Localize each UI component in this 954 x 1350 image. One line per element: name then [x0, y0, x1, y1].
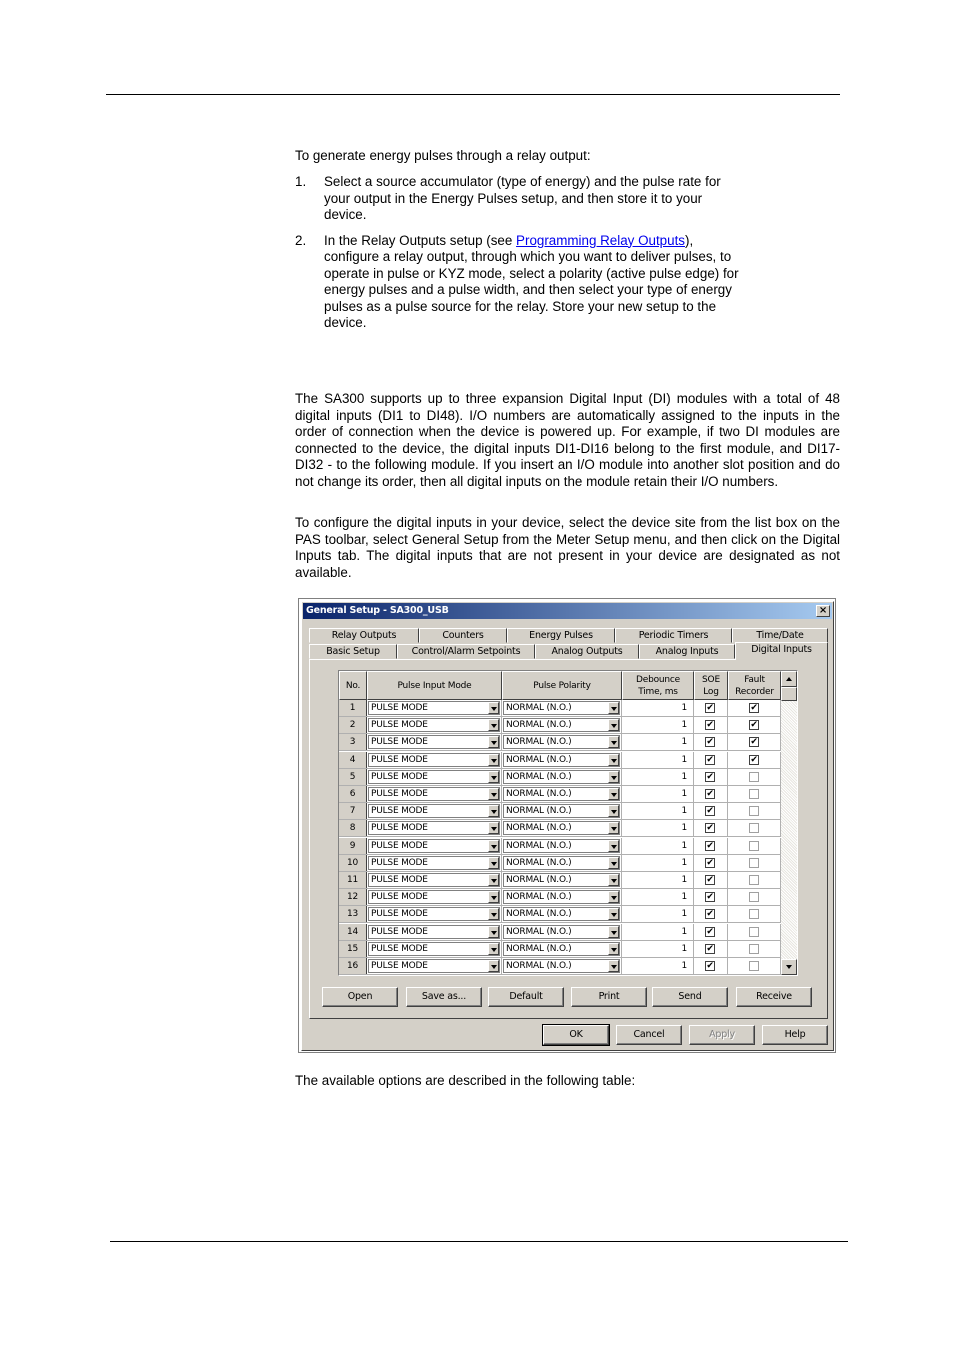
- fault-recorder-cell: [728, 958, 781, 974]
- step-1: [295, 174, 745, 224]
- col-header-pulse-polarity[interactable]: Pulse Polarity: [502, 671, 622, 700]
- step-2: [295, 233, 745, 332]
- fault-recorder-checkbox[interactable]: [749, 858, 759, 868]
- pulse-polarity-select[interactable]: [503, 718, 620, 732]
- fault-recorder-cell: [728, 872, 781, 888]
- polarity-cell: [502, 872, 622, 888]
- pulse-polarity-value: NORMAL (N.O.): [506, 961, 572, 971]
- pulse-mode-select[interactable]: [368, 787, 500, 801]
- polarity-cell: [502, 941, 622, 957]
- chevron-down-icon[interactable]: [488, 943, 499, 955]
- fault-recorder-cell: [728, 924, 781, 940]
- table-row[interactable]: [339, 958, 781, 975]
- soe-log-cell: [694, 958, 728, 974]
- pulse-mode-value: PULSE MODE: [371, 823, 428, 834]
- fault-recorder-checkbox[interactable]: ✔: [750, 754, 758, 765]
- step-text-after: ), configure a relay output, through which you want to deliver pulses, to operate in pulse or KYZ mode, select a polarity (active pulse edge) for energy pulses and a pulse width, and then select your type of energy pulses as a pulse source for the relay. Store your new setup to the device.: [324, 232, 739, 330]
- table-row[interactable]: [339, 769, 781, 786]
- steps-list: [295, 174, 745, 341]
- close-button[interactable]: [816, 605, 830, 617]
- table-row[interactable]: [339, 906, 781, 923]
- chevron-down-icon[interactable]: [488, 719, 499, 731]
- pulse-mode-select[interactable]: [368, 856, 500, 870]
- soe-label-1: SOE: [702, 675, 720, 685]
- default-button[interactable]: Default: [488, 987, 564, 1007]
- fault-recorder-checkbox[interactable]: [749, 961, 759, 971]
- soe-log-checkbox[interactable]: ✔: [706, 720, 714, 731]
- pulse-polarity-select[interactable]: [503, 873, 620, 887]
- chevron-down-icon[interactable]: [488, 908, 499, 920]
- pulse-polarity-value: NORMAL (N.O.): [506, 875, 572, 885]
- mode-cell: [367, 906, 502, 922]
- pulse-mode-select[interactable]: [368, 942, 500, 956]
- pulse-mode-value: PULSE MODE: [371, 840, 428, 851]
- fault-recorder-checkbox[interactable]: ✔: [750, 703, 758, 713]
- chevron-down-icon[interactable]: [488, 874, 499, 886]
- header-rule: [106, 94, 840, 95]
- fault-recorder-cell: [728, 786, 781, 802]
- table-row[interactable]: [339, 752, 781, 769]
- fault-recorder-cell: [728, 803, 781, 819]
- pulse-mode-value: PULSE MODE: [371, 943, 428, 954]
- chevron-down-icon[interactable]: [488, 788, 499, 800]
- soe-log-checkbox[interactable]: ✔: [706, 789, 714, 799]
- debounce-time-cell[interactable]: 1: [622, 700, 694, 716]
- pulse-mode-value: PULSE MODE: [371, 789, 428, 799]
- pulse-polarity-select[interactable]: [503, 787, 620, 801]
- polarity-cell: [502, 769, 622, 785]
- mode-cell: [367, 752, 502, 768]
- polarity-cell: [502, 889, 622, 905]
- mode-cell: [367, 734, 502, 750]
- pulse-polarity-value: NORMAL (N.O.): [506, 823, 572, 834]
- mode-cell: [367, 803, 502, 819]
- row-number: 15: [339, 941, 367, 957]
- fault-recorder-cell: [728, 838, 781, 854]
- pulse-polarity-select[interactable]: [503, 839, 620, 853]
- pulse-mode-value: PULSE MODE: [371, 875, 428, 885]
- pulse-mode-value: PULSE MODE: [371, 754, 428, 765]
- pulse-mode-value: PULSE MODE: [371, 806, 428, 817]
- scroll-up-button[interactable]: [781, 671, 797, 687]
- pulse-polarity-select[interactable]: [503, 701, 620, 715]
- pulse-polarity-value: NORMAL (N.O.): [506, 806, 572, 817]
- fault-label-1: Fault: [744, 675, 765, 685]
- soe-log-cell: [694, 752, 728, 768]
- chevron-down-icon[interactable]: [608, 960, 619, 972]
- soe-log-cell: [694, 924, 728, 940]
- chevron-down-icon[interactable]: [608, 840, 619, 852]
- table-row[interactable]: [339, 700, 781, 717]
- step-text: Select a source accumulator (type of energy) and the pulse rate for your output in the Energy Pulses setup, and then store it to your device.: [324, 174, 721, 222]
- soe-log-checkbox[interactable]: ✔: [706, 943, 714, 954]
- debounce-time-cell[interactable]: 1: [622, 734, 694, 750]
- fault-recorder-cell: [728, 734, 781, 750]
- pulse-mode-value: PULSE MODE: [371, 926, 428, 937]
- soe-log-cell: [694, 734, 728, 750]
- pulse-mode-select[interactable]: [368, 770, 500, 784]
- chevron-down-icon[interactable]: [608, 771, 619, 783]
- row-number: 14: [339, 924, 367, 940]
- fault-recorder-cell: [728, 906, 781, 922]
- chevron-down-icon[interactable]: [608, 736, 619, 748]
- pulse-mode-select[interactable]: [368, 873, 500, 887]
- help-button[interactable]: Help: [762, 1025, 828, 1045]
- polarity-cell: [502, 717, 622, 733]
- row-number: 5: [339, 769, 367, 785]
- chevron-down-icon[interactable]: [488, 771, 499, 783]
- fault-recorder-checkbox[interactable]: [749, 909, 759, 919]
- fault-recorder-cell: [728, 769, 781, 785]
- pulse-polarity-select[interactable]: [503, 959, 620, 973]
- tab-digital-inputs[interactable]: Digital Inputs: [735, 642, 828, 660]
- col-header-pulse-input-mode[interactable]: Pulse Input Mode: [367, 671, 502, 700]
- pulse-polarity-value: NORMAL (N.O.): [506, 943, 572, 954]
- title-bar[interactable]: [303, 603, 832, 619]
- row-number: 4: [339, 752, 367, 768]
- pulse-mode-select[interactable]: [368, 804, 500, 818]
- mode-cell: [367, 838, 502, 854]
- mode-cell: [367, 820, 502, 836]
- step-number: 1.: [295, 174, 307, 189]
- table-row[interactable]: [339, 734, 781, 751]
- chevron-down-icon[interactable]: [488, 702, 499, 714]
- chevron-down-icon[interactable]: [608, 754, 619, 766]
- pulse-mode-value: PULSE MODE: [371, 909, 428, 920]
- pulse-mode-select[interactable]: [368, 907, 500, 921]
- table-row[interactable]: [339, 941, 781, 958]
- table-row[interactable]: [339, 924, 781, 941]
- pulse-polarity-select[interactable]: [503, 890, 620, 904]
- pulse-polarity-value: NORMAL (N.O.): [506, 737, 572, 748]
- row-number: 7: [339, 803, 367, 819]
- chevron-down-icon[interactable]: [488, 736, 499, 748]
- debounce-time-cell[interactable]: 1: [622, 958, 694, 974]
- soe-log-checkbox[interactable]: ✔: [706, 703, 714, 713]
- col-header-debounce[interactable]: [622, 671, 694, 700]
- fault-recorder-cell: [728, 700, 781, 716]
- polarity-cell: [502, 786, 622, 802]
- soe-log-checkbox[interactable]: ✔: [706, 926, 714, 937]
- grid-scrollbar[interactable]: [781, 671, 797, 975]
- debounce-time-cell[interactable]: 1: [622, 838, 694, 854]
- pulse-polarity-value: NORMAL (N.O.): [506, 703, 572, 713]
- soe-log-cell: [694, 838, 728, 854]
- soe-log-checkbox[interactable]: ✔: [706, 857, 714, 868]
- pulse-polarity-select[interactable]: [503, 856, 620, 870]
- debounce-time-cell[interactable]: 1: [622, 803, 694, 819]
- chevron-down-icon[interactable]: [608, 874, 619, 886]
- row-number: 10: [339, 855, 367, 871]
- mode-cell: [367, 717, 502, 733]
- debounce-time-cell[interactable]: 1: [622, 855, 694, 871]
- chevron-down-icon[interactable]: [608, 719, 619, 731]
- pulse-polarity-value: NORMAL (N.O.): [506, 857, 572, 868]
- chevron-down-icon[interactable]: [488, 926, 499, 938]
- fault-recorder-checkbox[interactable]: [749, 806, 759, 816]
- fault-recorder-checkbox[interactable]: [749, 823, 759, 833]
- pulse-mode-value: PULSE MODE: [371, 961, 428, 971]
- polarity-cell: [502, 958, 622, 974]
- row-number: 11: [339, 872, 367, 888]
- polarity-cell: [502, 820, 622, 836]
- chevron-down-icon[interactable]: [608, 943, 619, 955]
- pulse-polarity-select[interactable]: [503, 735, 620, 749]
- chevron-down-icon[interactable]: [488, 840, 499, 852]
- step-number: 2.: [295, 232, 307, 248]
- table-row[interactable]: [339, 889, 781, 906]
- fault-recorder-cell: [728, 855, 781, 871]
- tab-periodic-timers[interactable]: Periodic Timers: [615, 628, 732, 643]
- soe-log-cell: [694, 717, 728, 733]
- pulse-mode-value: PULSE MODE: [371, 892, 428, 903]
- soe-log-checkbox[interactable]: ✔: [706, 892, 714, 903]
- debounce-time-cell[interactable]: 1: [622, 924, 694, 940]
- pulse-mode-value: PULSE MODE: [371, 703, 428, 713]
- row-number: 8: [339, 820, 367, 836]
- mode-cell: [367, 924, 502, 940]
- apply-button[interactable]: Apply: [689, 1025, 755, 1045]
- tab-analog-inputs[interactable]: Analog Inputs: [639, 644, 735, 659]
- debounce-time-cell[interactable]: 1: [622, 752, 694, 768]
- tab-control-alarm-setpoints[interactable]: Control/Alarm Setpoints: [397, 644, 535, 659]
- footer-rule: [110, 1241, 848, 1242]
- pulse-mode-value: PULSE MODE: [371, 771, 428, 782]
- scroll-thumb[interactable]: [781, 687, 797, 701]
- step-text-before: In the Relay Outputs setup (see: [324, 232, 517, 248]
- pulse-mode-select[interactable]: [368, 821, 500, 835]
- pulse-polarity-value: NORMAL (N.O.): [506, 771, 572, 782]
- soe-log-checkbox[interactable]: ✔: [706, 909, 714, 920]
- fault-recorder-checkbox[interactable]: ✔: [750, 720, 758, 731]
- polarity-cell: [502, 855, 622, 871]
- soe-log-checkbox[interactable]: ✔: [706, 806, 714, 817]
- row-number: 2: [339, 717, 367, 733]
- fault-recorder-cell: [728, 717, 781, 733]
- general-setup-dialog: [301, 601, 834, 1051]
- chevron-down-icon[interactable]: [608, 857, 619, 869]
- pulse-mode-select[interactable]: [368, 890, 500, 904]
- pulse-mode-select[interactable]: [368, 701, 500, 715]
- fault-recorder-cell: [728, 820, 781, 836]
- pulse-polarity-select[interactable]: [503, 942, 620, 956]
- table-row[interactable]: [339, 803, 781, 820]
- soe-log-cell: [694, 855, 728, 871]
- mode-cell: [367, 786, 502, 802]
- fault-recorder-checkbox[interactable]: [749, 944, 759, 954]
- fault-recorder-checkbox[interactable]: [749, 841, 759, 851]
- fault-recorder-checkbox[interactable]: ✔: [750, 737, 758, 748]
- paragraph-configure-di: To configure the digital inputs in your device, select the device site from the list box on the PAS toolbar, select General Setup from the Meter Setup menu, and then click on the Digital Inputs tab. The digital inputs that are not present in your device are designated as not available.: [295, 515, 840, 580]
- pulse-mode-select[interactable]: [368, 753, 500, 767]
- pulse-mode-value: PULSE MODE: [371, 737, 428, 748]
- pulse-polarity-value: NORMAL (N.O.): [506, 720, 572, 731]
- debounce-time-cell[interactable]: 1: [622, 786, 694, 802]
- debounce-time-cell[interactable]: 1: [622, 717, 694, 733]
- pulse-mode-select[interactable]: [368, 718, 500, 732]
- soe-log-cell: [694, 820, 728, 836]
- table-row[interactable]: [339, 717, 781, 734]
- fault-recorder-checkbox[interactable]: [749, 789, 759, 799]
- row-number: 3: [339, 734, 367, 750]
- chevron-down-icon[interactable]: [608, 805, 619, 817]
- chevron-down-icon[interactable]: [488, 805, 499, 817]
- col-header-fault-recorder[interactable]: [728, 671, 781, 700]
- row-number: 6: [339, 786, 367, 802]
- debounce-time-cell[interactable]: 1: [622, 941, 694, 957]
- digital-inputs-grid: [338, 670, 798, 976]
- debounce-time-cell[interactable]: 1: [622, 889, 694, 905]
- chevron-down-icon[interactable]: [488, 822, 499, 834]
- soe-log-cell: [694, 769, 728, 785]
- table-row[interactable]: [339, 838, 781, 855]
- pulse-mode-value: PULSE MODE: [371, 857, 428, 868]
- fault-recorder-checkbox[interactable]: [749, 772, 759, 782]
- soe-log-cell: [694, 872, 728, 888]
- close-icon: ×: [818, 605, 828, 616]
- debounce-label-2: Time, ms: [638, 687, 678, 697]
- soe-log-cell: [694, 906, 728, 922]
- chevron-down-icon[interactable]: [488, 754, 499, 766]
- save-as-button[interactable]: Save as...: [406, 987, 482, 1007]
- pulse-polarity-select[interactable]: [503, 925, 620, 939]
- polarity-cell: [502, 906, 622, 922]
- mode-cell: [367, 872, 502, 888]
- mode-cell: [367, 958, 502, 974]
- pulse-polarity-value: NORMAL (N.O.): [506, 754, 572, 765]
- soe-log-checkbox[interactable]: ✔: [706, 754, 714, 765]
- debounce-time-cell[interactable]: 1: [622, 820, 694, 836]
- open-button[interactable]: Open: [322, 987, 398, 1007]
- pulse-polarity-value: NORMAL (N.O.): [506, 840, 572, 851]
- pulse-polarity-select[interactable]: [503, 821, 620, 835]
- send-button[interactable]: Send: [652, 987, 728, 1007]
- fault-recorder-cell: [728, 941, 781, 957]
- mode-cell: [367, 700, 502, 716]
- mode-cell: [367, 941, 502, 957]
- pulse-polarity-select[interactable]: [503, 753, 620, 767]
- chevron-down-icon[interactable]: [608, 891, 619, 903]
- debounce-time-cell[interactable]: 1: [622, 769, 694, 785]
- polarity-cell: [502, 734, 622, 750]
- receive-button[interactable]: Receive: [736, 987, 812, 1007]
- table-row[interactable]: [339, 820, 781, 837]
- chevron-down-icon[interactable]: [488, 960, 499, 972]
- fault-recorder-cell: [728, 889, 781, 905]
- pulse-polarity-select[interactable]: [503, 804, 620, 818]
- print-button[interactable]: Print: [571, 987, 647, 1007]
- polarity-cell: [502, 838, 622, 854]
- fault-recorder-checkbox[interactable]: [749, 875, 759, 885]
- soe-log-cell: [694, 941, 728, 957]
- col-header-soe-log[interactable]: [694, 671, 728, 700]
- soe-log-cell: [694, 786, 728, 802]
- pulse-mode-value: PULSE MODE: [371, 720, 428, 731]
- tab-counters[interactable]: Counters: [419, 628, 507, 643]
- row-number: 16: [339, 958, 367, 974]
- scroll-down-button[interactable]: [781, 959, 797, 975]
- pulse-mode-select[interactable]: [368, 839, 500, 853]
- soe-log-checkbox[interactable]: ✔: [706, 961, 714, 971]
- mode-cell: [367, 855, 502, 871]
- chevron-down-icon[interactable]: [488, 857, 499, 869]
- tab-analog-outputs[interactable]: Analog Outputs: [535, 644, 639, 659]
- debounce-label-1: Debounce: [636, 675, 680, 685]
- mode-cell: [367, 769, 502, 785]
- polarity-cell: [502, 752, 622, 768]
- chevron-down-icon[interactable]: [608, 926, 619, 938]
- ok-button[interactable]: OK: [543, 1025, 609, 1045]
- row-number: 12: [339, 889, 367, 905]
- chevron-down-icon[interactable]: [608, 788, 619, 800]
- soe-log-cell: [694, 700, 728, 716]
- fault-recorder-checkbox[interactable]: [749, 892, 759, 902]
- pulse-polarity-value: NORMAL (N.O.): [506, 892, 572, 903]
- soe-log-cell: [694, 803, 728, 819]
- tab-relay-outputs[interactable]: Relay Outputs: [309, 628, 419, 643]
- cancel-button[interactable]: Cancel: [616, 1025, 682, 1045]
- table-caption: The available options are described in the following table:: [295, 1073, 636, 1088]
- chevron-down-icon[interactable]: [608, 908, 619, 920]
- pulse-polarity-select[interactable]: [503, 770, 620, 784]
- programming-relay-outputs-link[interactable]: Programming Relay Outputs: [516, 232, 685, 248]
- paragraph-di-modules: The SA300 supports up to three expansion Digital Input (DI) modules with a total of 48 digital inputs (DI1 to DI48). I/O numbers are automatically assigned to the inputs in the order of connection when the device is powered up. For example, if two DI modules are connected to the device, the digital inputs DI1-DI16 belong to the first module, and DI17-DI32 - to the following module. If you insert an I/O module into another slot position and do not change its order, then all digital inputs on the module retain their I/O numbers.: [295, 391, 840, 489]
- intro-text: To generate energy pulses through a relay output:: [295, 148, 591, 163]
- soe-log-checkbox[interactable]: ✔: [706, 737, 714, 748]
- pulse-mode-select[interactable]: [368, 959, 500, 973]
- soe-log-checkbox[interactable]: ✔: [706, 771, 714, 782]
- polarity-cell: [502, 803, 622, 819]
- row-number: 9: [339, 838, 367, 854]
- fault-recorder-checkbox[interactable]: [749, 927, 759, 937]
- tab-time-date[interactable]: Time/Date: [732, 628, 828, 643]
- table-row[interactable]: [339, 855, 781, 872]
- soe-log-cell: [694, 889, 728, 905]
- pulse-mode-select[interactable]: [368, 925, 500, 939]
- soe-log-checkbox[interactable]: ✔: [706, 840, 714, 851]
- pulse-polarity-value: NORMAL (N.O.): [506, 926, 572, 937]
- chevron-down-icon[interactable]: [608, 822, 619, 834]
- table-row[interactable]: [339, 872, 781, 889]
- col-header-no[interactable]: No.: [339, 671, 367, 700]
- debounce-time-cell[interactable]: 1: [622, 906, 694, 922]
- table-row[interactable]: [339, 786, 781, 803]
- chevron-down-icon[interactable]: [608, 702, 619, 714]
- chevron-down-icon[interactable]: [488, 891, 499, 903]
- mode-cell: [367, 889, 502, 905]
- fault-recorder-cell: [728, 752, 781, 768]
- pulse-polarity-value: NORMAL (N.O.): [506, 789, 572, 799]
- row-number: 1: [339, 700, 367, 716]
- pulse-polarity-select[interactable]: [503, 907, 620, 921]
- pulse-polarity-value: NORMAL (N.O.): [506, 909, 572, 920]
- soe-log-checkbox[interactable]: ✔: [706, 875, 714, 885]
- debounce-time-cell[interactable]: 1: [622, 872, 694, 888]
- tab-basic-setup[interactable]: Basic Setup: [309, 644, 397, 659]
- soe-label-2: Log: [703, 687, 719, 697]
- dialog-title: General Setup - SA300_USB: [306, 605, 449, 616]
- row-number: 13: [339, 906, 367, 922]
- fault-label-2: Recorder: [735, 687, 774, 697]
- soe-log-checkbox[interactable]: ✔: [706, 823, 714, 834]
- pulse-mode-select[interactable]: [368, 735, 500, 749]
- tab-energy-pulses[interactable]: Energy Pulses: [507, 628, 615, 643]
- polarity-cell: [502, 924, 622, 940]
- polarity-cell: [502, 700, 622, 716]
